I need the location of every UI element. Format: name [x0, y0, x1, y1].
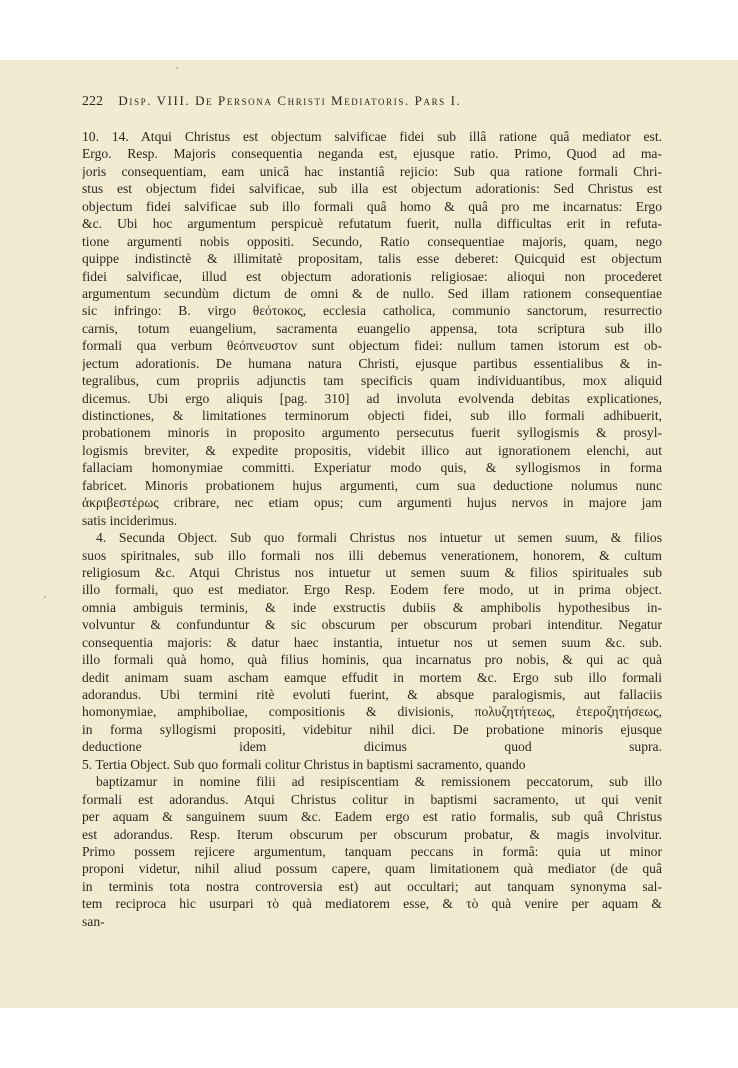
text-line: volvuntur & confunduntur & sic obscurum per obscurum probari intenditur. Negatur — [82, 617, 662, 633]
text-line: argumentum secundùm dictum de omni & de nullo. Sed illam rationem consequentiae — [82, 285, 662, 301]
running-title: Disp. VIII. De Persona Christi Mediatoris. Pars I. — [118, 93, 462, 108]
text-line: 5. Tertia Object. Sub quo formali colitur Christus in baptismi sacramento, quando — [82, 756, 526, 772]
text-line: stus est objectum fidei salvificae, sub illa est objectum adorationis: Sed Christus est — [82, 181, 662, 197]
text-line: sic infringo: B. virgo θεότοκος, ecclesia catholica, communio sanctorum, resurrectio — [82, 303, 662, 319]
text-line: tione argumenti nobis oppositi. Secundo, Ratio consequentiae majoris, quam, nego — [82, 233, 662, 249]
page-text — [82, 128, 662, 930]
text-line: dicemus. Ubi ergo aliquis [pag. 310] ad involuta evolvenda debitas explicationes, — [82, 390, 662, 406]
text-line: suos spiritnales, sub illo formali nos illi debemus venerationem, honorem, & cultum — [82, 547, 662, 563]
text-line: jectum adorationis. De humana natura Christi, ejusque partibus essentialibus & in- — [82, 355, 662, 371]
text-line: consequentia majoris: & datur haec instantia, intuetur nos ut semen suum &c. sub. — [82, 634, 662, 650]
text-line: fidei salvificae, illud est objectum adorationis religiosae: alioqui non procederet — [82, 268, 662, 284]
text-line: illo formali, quo est mediator. Ergo Resp. Eodem fere modo, ut in prima object. — [82, 582, 662, 598]
bottom-margin — [0, 1008, 738, 1068]
text-line: fallaciam homonymiae committi. Experiatur modo quis, & syllogismos in forma — [82, 460, 662, 476]
text-line: fabricet. Minoris probationem hujus argumenti, cum sua deductione nolumus nunc — [82, 477, 662, 493]
text-line: ἀκριβεστέρως cribrare, nec etiam opus; cum argumenti hujus nervos in majore jam — [82, 495, 662, 511]
top-margin — [0, 0, 738, 60]
text-line: per aquam & sanguinem suum &c. Eadem ergo est ratio formalis, sub quâ Christus — [82, 809, 662, 825]
text-line: est adorandus. Resp. Iterum obscurum per obscurum probatur, & magis involvitur. — [82, 826, 662, 842]
text-line: logismis breviter, & expedite propositis, videbit illico aut ignorationem elenchi, aut — [82, 442, 662, 458]
text-line: in terminis tota nostra controversia est) aut occultari; aut tanquam synonyma sal- — [82, 878, 662, 894]
text-line: formali qua verbum θεόπνευστον sunt objectum fidei: nullum tamen istorum est ob- — [82, 338, 662, 354]
text-line: tegralibus, cum propriis adjunctis tam specificis quam individuantibus, mox aliquid — [82, 373, 662, 389]
text-line: san- — [82, 913, 105, 929]
text-line: carnis, totum euangelium, sacramenta euangelio appensa, tota scriptura sub illo — [82, 320, 662, 336]
text-line: 4. Secunda Object. Sub quo formali Christus nos intuetur ut semen suum, & filios — [96, 530, 662, 546]
page-number: 222 — [82, 94, 103, 109]
text-line: &c. Ubi hoc argumentum perspicuè refutatum fuerit, nulla difficultas erit in refuta- — [82, 216, 662, 232]
text-line: probationem minoris in proposito argumento persecutus fuerit syllogismis & prosyl- — [82, 425, 662, 441]
text-line: deductione idem dicimus quod supra. — [82, 739, 662, 755]
text-line: formali est adorandus. Atqui Christus colitur in baptismi sacramento, ut qui venit — [82, 791, 662, 807]
text-line: 10. 14. Atqui Christus est objectum salvificae fidei sub illâ ratione quâ mediator est. — [82, 129, 662, 144]
paper-speck — [44, 596, 46, 598]
text-line: illo formali quà homo, quà filius hominis, qua incarnatus pro nobis, & qui ac quà — [82, 652, 662, 668]
text-line: baptizamur in nomine filii ad resipiscentiam & remissionem peccatorum, sub illo — [96, 774, 662, 790]
text-line: dedit animam suam ascham eamque effudit in mortem &c. Ergo sub illo formali — [82, 669, 662, 685]
text-line: quippe indistinctè & illimitatè propositam, talis esse deberet: Quicquid est objectum — [82, 251, 662, 267]
text-line: adorandus. Ubi termini ritè evoluti fuerint, & absque paralogismis, aut fallaciis — [82, 687, 662, 702]
running-header — [82, 93, 682, 113]
text-line: homonymiae, amphiboliae, compositionis & divisionis, πολυζητήτεως, ἑτεροζητήσεως, — [82, 704, 662, 720]
text-line: joris consequentiam, eam unicâ hac instantiâ rejicio: Sub qua ratione formali Chri- — [82, 163, 662, 179]
text-line: distinctiones, & limitationes terminorum objecti fidei, sub illo formali adhibuerit, — [82, 408, 662, 423]
text-line: omnia ambiguis terminis, & inde exstructis dubiis & amphibolis hypothesibus in- — [82, 599, 662, 615]
text-line: religiosum &c. Atqui Christus nos intuetur ut semen suum & filios spirituales sub — [82, 564, 662, 580]
text-line: proponi videtur, nihil aliud possum capere, quam limitationem quà mediator (de quâ — [82, 861, 662, 877]
text-line: satis inciderimus. — [82, 512, 178, 528]
text-line: in forma syllogismi propositi, videbitur nihil dici. De probatione minoris ejusque — [82, 721, 662, 737]
text-line: objectum fidei salvificae sub illo formali quâ homo & quâ pro me incarnatus: Ergo — [82, 198, 662, 214]
text-line: Primo possem rejicere argumentum, tanquam peccans in formâ: quia ut minor — [82, 843, 662, 859]
text-line: Ergo. Resp. Majoris consequentia neganda est, ejusque ratio. Primo, Quod ad ma- — [82, 146, 662, 162]
text-line: tem reciproca hic usurpari τὸ quà mediatorem esse, & τὸ quà venire per aquam & — [82, 896, 662, 912]
paper-speck — [176, 67, 178, 69]
